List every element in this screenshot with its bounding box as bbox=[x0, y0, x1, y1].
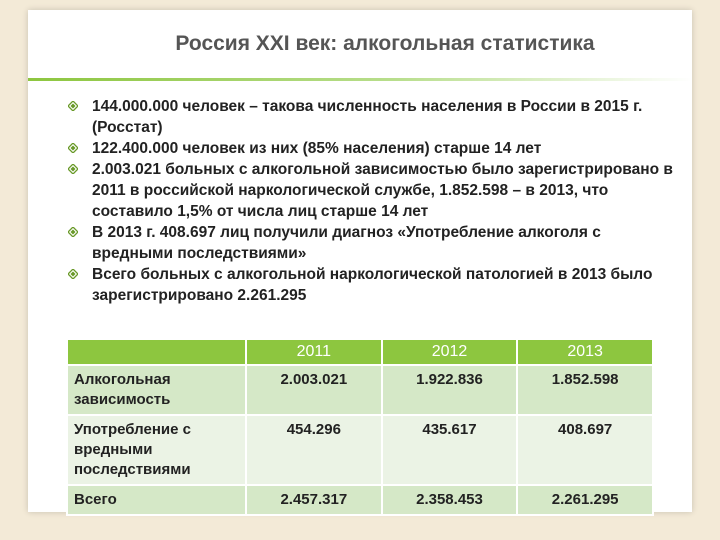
title-divider bbox=[28, 78, 692, 81]
bullet-text: 122.400.000 человек из них (85% населения) старше 14 лет bbox=[92, 140, 542, 157]
table-cell: 2.358.453 bbox=[382, 485, 518, 515]
header-cell-2013: 2013 bbox=[517, 339, 653, 365]
table-row bbox=[67, 485, 653, 515]
table-row bbox=[67, 365, 653, 415]
bullet-item bbox=[66, 159, 676, 222]
bullet-item bbox=[66, 264, 676, 306]
table-cell: 1.852.598 bbox=[517, 365, 653, 415]
row-label: Алкогольная зависимость bbox=[67, 365, 246, 415]
bullet-item bbox=[66, 222, 676, 264]
bullet-text: В 2013 г. 408.697 лиц получили диагноз «Употребление алкоголя с вредными последствиями» bbox=[92, 224, 601, 262]
slide bbox=[28, 10, 692, 512]
table-cell: 454.296 bbox=[246, 415, 382, 485]
table-cell: 408.697 bbox=[517, 415, 653, 485]
bullet-item bbox=[66, 96, 676, 138]
table-cell: 2.261.295 bbox=[517, 485, 653, 515]
diamond-bullet-icon bbox=[68, 227, 78, 237]
table-cell: 2.003.021 bbox=[246, 365, 382, 415]
bullet-item bbox=[66, 138, 676, 159]
bullet-text: 144.000.000 человек – такова численность населения в России в 2015 г. (Росстат) bbox=[92, 98, 643, 136]
statistics-table bbox=[66, 338, 654, 516]
header-cell-2012: 2012 bbox=[382, 339, 518, 365]
table-header-row bbox=[67, 339, 653, 365]
bullet-list bbox=[66, 96, 676, 306]
diamond-bullet-icon bbox=[68, 164, 78, 174]
header-cell-empty bbox=[67, 339, 246, 365]
diamond-bullet-icon bbox=[68, 269, 78, 279]
diamond-bullet-icon bbox=[68, 101, 78, 111]
slide-title: Россия XXI век: алкогольная статистика bbox=[175, 32, 595, 55]
table-cell: 435.617 bbox=[382, 415, 518, 485]
table-row bbox=[67, 415, 653, 485]
diamond-bullet-icon bbox=[68, 143, 78, 153]
row-label: Всего bbox=[67, 485, 246, 515]
bullet-text: Всего больных с алкогольной наркологической патологией в 2013 было зарегистрировано 2.261.295 bbox=[92, 266, 653, 304]
table-cell: 1.922.836 bbox=[382, 365, 518, 415]
bullet-text: 2.003.021 больных с алкогольной зависимостью было зарегистрировано в 2011 в российской наркологической службе, 1.852.598 – в 2013, что составило 1,5% от числа лиц старше 14 лет bbox=[92, 161, 673, 220]
header-cell-2011: 2011 bbox=[246, 339, 382, 365]
row-label: Употребление с вредными последствиями bbox=[67, 415, 246, 485]
table-cell: 2.457.317 bbox=[246, 485, 382, 515]
